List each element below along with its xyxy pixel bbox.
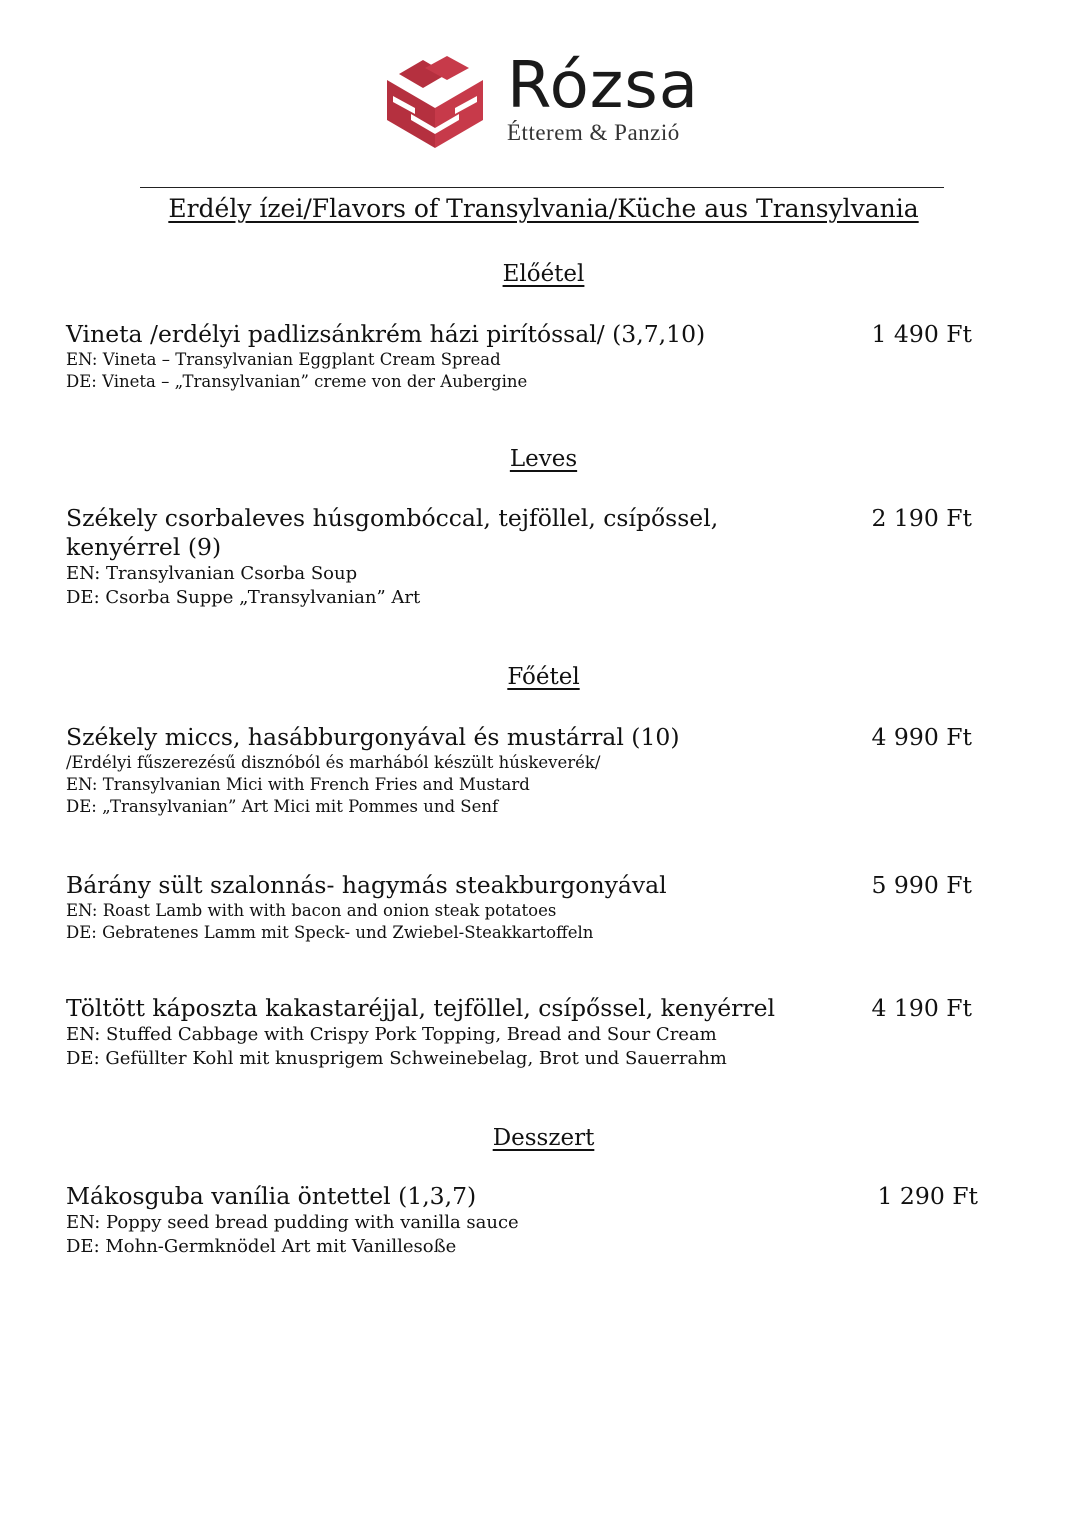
item-english: EN: Vineta – Transylvanian Eggplant Cream Spread [66,350,501,369]
brand-subtitle: Étterem & Panzió [507,120,680,145]
item-price: 1 490 Ft [871,320,972,348]
item-german: DE: Gebratenes Lamm mit Speck- und Zwiebel-Steakkartoffeln [66,923,594,942]
menu-item [66,320,986,393]
menu-item [66,504,986,610]
menu-item [66,723,986,818]
item-name: Mákosguba vanília öntettel (1,3,7) [66,1182,477,1210]
section-heading-leves: Leves [509,446,578,472]
item-price: 1 290 Ft [877,1182,978,1210]
menu-item [66,1182,986,1259]
menu-item [66,994,986,1071]
item-english: EN: Roast Lamb with with bacon and onion steak potatoes [66,901,557,920]
brand-logo [385,49,715,162]
section-heading-desszert: Desszert [492,1125,595,1151]
item-name: Székely csorbaleves húsgombóccal, tejföllel, csípőssel, kenyérrel (9) [66,504,719,561]
section-heading-eloetel: Előétel [502,261,585,287]
item-note: /Erdélyi fűszerezésű disznóból és marhából készült húskeverék/ [66,753,601,772]
item-english: EN: Transylvanian Csorba Soup [66,563,358,584]
item-english: EN: Transylvanian Mici with French Fries and Mustard [66,775,530,794]
menu-item [66,871,986,944]
item-price: 2 190 Ft [871,504,972,532]
item-english: EN: Poppy seed bread pudding with vanilla sauce [66,1212,519,1233]
item-german: DE: Vineta – „Transylvanian” creme von der Aubergine [66,372,528,391]
item-name: Töltött káposzta kakastaréjjal, tejföllel, csípőssel, kenyérrel [66,994,776,1022]
brand-name: Rózsa [507,49,699,123]
page-title: Erdély ízei/Flavors of Transylvania/Küche aus Transylvania [168,194,919,223]
header-divider [140,187,944,188]
item-name: Vineta /erdélyi padlizsánkrém házi pirítóssal/ (3,7,10) [66,320,706,348]
item-name: Székely miccs, hasábburgonyával és mustárral (10) [66,723,680,751]
item-price: 4 190 Ft [871,994,972,1022]
item-german: DE: „Transylvanian” Art Mici mit Pommes und Senf [66,797,499,816]
item-price: 4 990 Ft [871,723,972,751]
item-german: DE: Csorba Suppe „Transylvanian” Art [66,587,421,608]
item-german: DE: Mohn-Germknödel Art mit Vanillesoße [66,1236,457,1257]
item-name: Bárány sült szalonnás- hagymás steakburgonyával [66,871,667,899]
rose-cube-icon [385,52,485,152]
section-heading-foetel: Főétel [507,664,580,690]
item-german: DE: Gefüllter Kohl mit knusprigem Schweinebelag, Brot und Sauerrahm [66,1048,727,1069]
item-price: 5 990 Ft [871,871,972,899]
item-english: EN: Stuffed Cabbage with Crispy Pork Topping, Bread and Sour Cream [66,1024,717,1045]
